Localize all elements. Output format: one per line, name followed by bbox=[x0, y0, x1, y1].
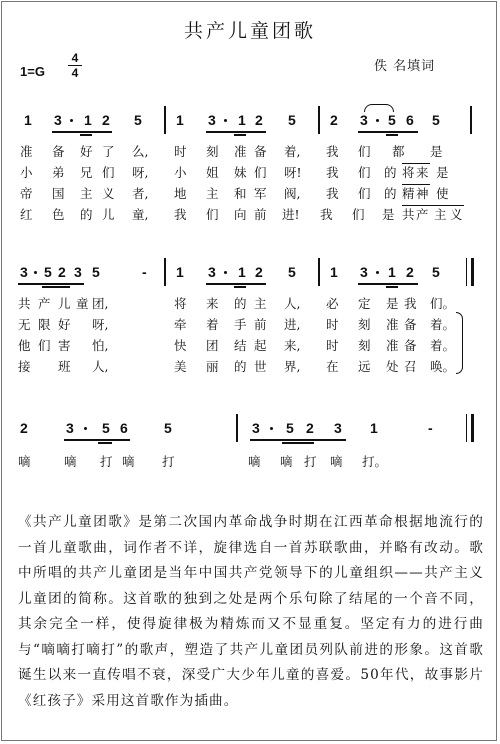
note: 2 bbox=[330, 112, 338, 128]
word-underline bbox=[402, 205, 464, 206]
barline bbox=[236, 414, 238, 442]
note: 2 bbox=[102, 112, 110, 128]
note: 6 bbox=[120, 420, 128, 436]
note: 5 bbox=[164, 420, 172, 436]
note: 1 bbox=[84, 112, 92, 128]
eighth-underline bbox=[64, 439, 130, 441]
note: 2 bbox=[306, 420, 314, 436]
score-row-1 bbox=[14, 112, 488, 136]
description-text: 《共产儿童团歌》是第二次国内革命战争时期在江西革命根据地流行的一首儿童歌曲，词作者不详，旋律选自一首苏联歌曲，并略有改动。歌中所唱的共产儿童团是当年中国共产党领导下的儿童组织——共产主义儿童团的简称。这首歌的独到之处是两个乐句除了结尾的一个音不同，其余完全一样，使得旋律极为精炼而又不显重复。坚定有力的进行曲与“嘀嘀打嘀打”的歌声，塑造了共产儿童团员列队前进的形象。这首歌诞生以来一直传唱不衰，深受广大少年儿童的喜爱。50年代，故事影片《红孩子》采用这首歌作为插曲。 bbox=[18, 514, 484, 709]
augmentation-dot bbox=[270, 427, 273, 430]
time-signature-top: 4 bbox=[71, 51, 79, 65]
dash: - bbox=[142, 264, 147, 280]
eighth-underline bbox=[358, 283, 418, 285]
lyric-verse-2: 小 弟 兄 们 呀, 小 姐 妹 们 呀! 我 们 的 将 来 是 bbox=[20, 165, 449, 180]
lyric-coda: 嘀 嘀 打 嘀 打 嘀 嘀 打 嘀 打。 bbox=[18, 454, 388, 469]
note: 3 bbox=[334, 420, 342, 436]
sixteenth-underline bbox=[234, 134, 246, 136]
barline bbox=[470, 106, 472, 134]
note: 1 bbox=[238, 264, 246, 280]
repeat-barline-thick bbox=[471, 258, 474, 286]
note: 5 bbox=[92, 264, 100, 280]
sixteenth-underline bbox=[386, 286, 398, 288]
score-row-3 bbox=[14, 420, 488, 444]
note: 2 bbox=[20, 420, 28, 436]
lyric-verse-1: 准 备 好 了 么, 时 刻 准 备 着, 我 们 都 是 bbox=[20, 144, 443, 159]
note: 6 bbox=[406, 112, 414, 128]
note: 3 bbox=[54, 112, 62, 128]
lyric-verse-1: 共 产 儿 童 团, 将 来 的 主 人, 必 定 是 我 们。 bbox=[18, 296, 456, 311]
lyric-verse-3: 他 们 害 怕, 快 团 结 起 来, 时 刻 准 备 着。 bbox=[18, 338, 456, 353]
note: 2 bbox=[255, 112, 263, 128]
note: 5 bbox=[388, 112, 396, 128]
note: 5 bbox=[288, 264, 296, 280]
sixteenth-underline bbox=[98, 442, 112, 444]
note: 5 bbox=[134, 112, 142, 128]
note: 3 bbox=[20, 264, 28, 280]
eighth-underline bbox=[358, 131, 418, 133]
eighth-underline bbox=[18, 283, 84, 285]
note: 2 bbox=[58, 264, 66, 280]
note: 3 bbox=[360, 264, 368, 280]
song-title: 共产儿童团歌 bbox=[183, 20, 316, 42]
note: 1 bbox=[238, 112, 246, 128]
note: 1 bbox=[176, 264, 184, 280]
eighth-underline bbox=[206, 131, 266, 133]
note: 5 bbox=[44, 264, 52, 280]
slur-mark bbox=[364, 104, 394, 112]
note: 3 bbox=[66, 420, 74, 436]
eighth-underline bbox=[250, 439, 346, 441]
augmentation-dot bbox=[376, 271, 379, 274]
lyricist-credit: 佚 名填词 bbox=[374, 59, 436, 74]
word-underline bbox=[402, 163, 430, 164]
lyric-verse-4: 红 色 的 儿 童, 我 们 向 前 进! 我 们 是 共 产 主 义 bbox=[20, 207, 463, 222]
augmentation-dot bbox=[224, 271, 227, 274]
note: 3 bbox=[252, 420, 260, 436]
eighth-underline bbox=[206, 283, 266, 285]
lyric-verse-3: 帝 国 主 义 者, 地 主 和 军 阀, 我 们 的 精 神 使 bbox=[20, 186, 449, 201]
sixteenth-underline bbox=[386, 134, 398, 136]
repeat-barline bbox=[466, 258, 467, 286]
augmentation-dot bbox=[376, 119, 379, 122]
barline bbox=[318, 106, 320, 134]
augmentation-dot bbox=[70, 119, 73, 122]
key-signature: 1=G bbox=[20, 64, 45, 79]
note: 1 bbox=[330, 264, 338, 280]
augmentation-dot bbox=[84, 427, 87, 430]
note: 1 bbox=[370, 420, 378, 436]
word-underline bbox=[402, 184, 430, 185]
sixteenth-underline bbox=[282, 442, 314, 444]
lyric-verse-2: 无 限 好 呀, 牵 着 手 前 进, 时 刻 准 备 着。 bbox=[18, 317, 456, 332]
sixteenth-underline bbox=[42, 286, 70, 288]
note: 2 bbox=[406, 264, 414, 280]
barline bbox=[164, 106, 166, 134]
time-signature bbox=[68, 52, 82, 79]
barline bbox=[318, 258, 320, 286]
note: 3 bbox=[74, 264, 82, 280]
note: 3 bbox=[208, 264, 216, 280]
note: 1 bbox=[24, 112, 32, 128]
final-barline-thick bbox=[471, 414, 474, 442]
verse-bracket bbox=[456, 312, 463, 374]
note: 5 bbox=[286, 420, 294, 436]
note: 1 bbox=[388, 264, 396, 280]
song-description bbox=[18, 510, 484, 714]
sixteenth-underline bbox=[234, 286, 246, 288]
note: 3 bbox=[360, 112, 368, 128]
note: 3 bbox=[208, 112, 216, 128]
note: 5 bbox=[432, 112, 440, 128]
note: 5 bbox=[432, 264, 440, 280]
note: 1 bbox=[176, 112, 184, 128]
barline bbox=[164, 258, 166, 286]
final-barline bbox=[466, 414, 467, 442]
eighth-underline bbox=[52, 131, 112, 133]
note: 5 bbox=[288, 112, 296, 128]
augmentation-dot bbox=[224, 119, 227, 122]
augmentation-dot bbox=[34, 271, 37, 274]
sixteenth-underline bbox=[80, 134, 92, 136]
dash: - bbox=[428, 420, 433, 436]
note: 2 bbox=[255, 264, 263, 280]
time-signature-bottom: 4 bbox=[71, 66, 79, 80]
note: 5 bbox=[102, 420, 110, 436]
score-row-2 bbox=[14, 264, 488, 288]
lyric-verse-4: 接 班 人, 美 丽 的 世 界, 在 远 处 召 唤。 bbox=[18, 359, 456, 374]
